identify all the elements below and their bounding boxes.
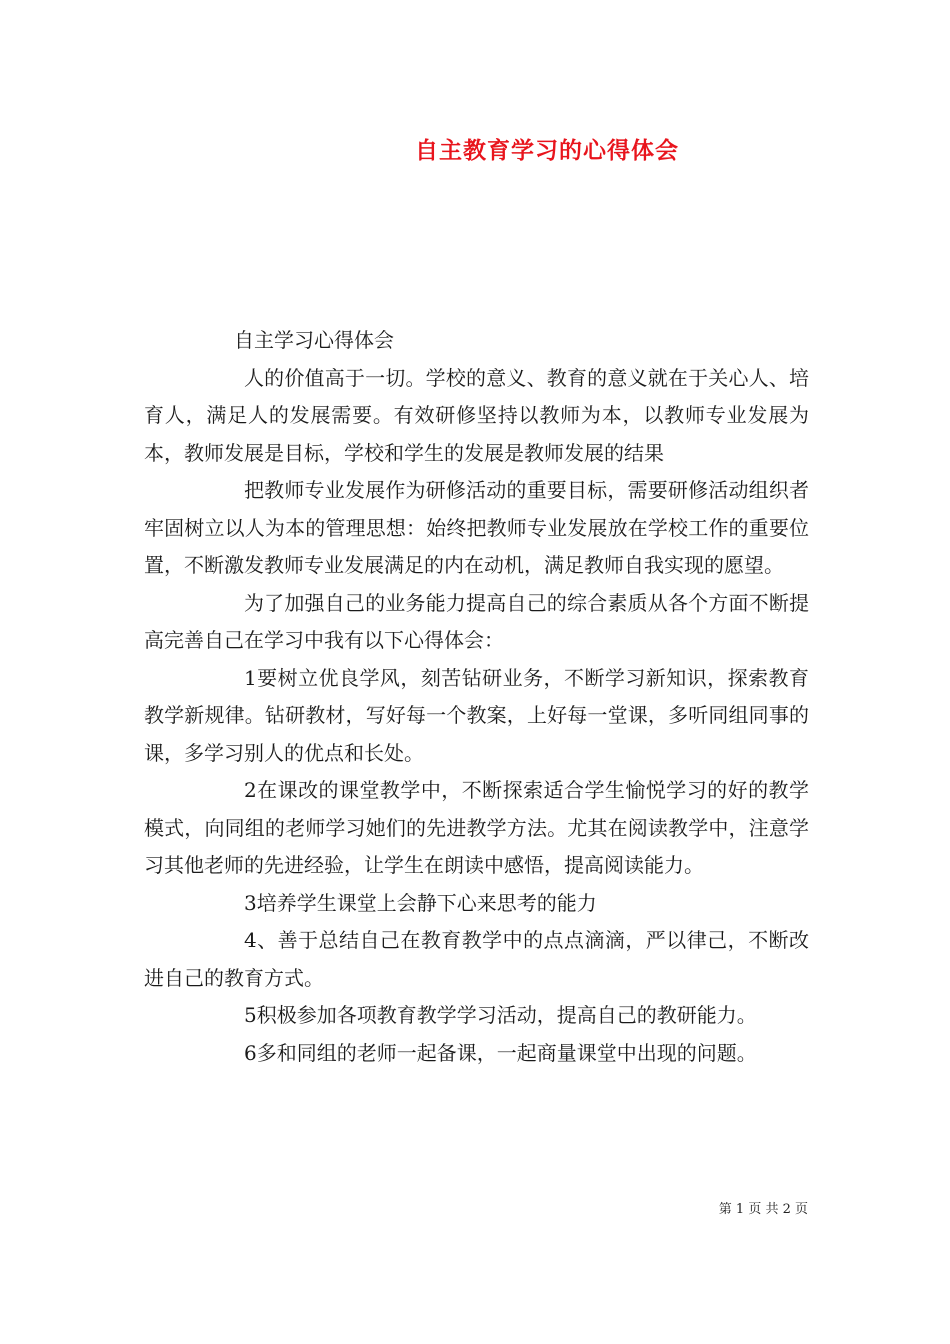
list-item: 6多和同组的老师一起备课，一起商量课堂中出现的问题。 — [244, 1040, 757, 1065]
subheading: 自主学习心得体会 — [234, 328, 394, 352]
list-item: 4、善于总结自己在教育教学中的点点滴滴，严以律己，不断改进自己的教育方式。 — [144, 928, 809, 990]
paragraph: 人的价值高于一切。学校的意义、教育的意义就在于关心人、培育人，满足人的发展需要。有效研修坚持以教师为本，以教师专业发展为本，教师发展是目标，学校和学生的发展是教师发展的结果 — [144, 365, 809, 465]
list-item: 2在课改的课堂教学中，不断探索适合学生愉悦学习的好的教学模式，向同组的老师学习她们的先进教学方法。尤其在阅读教学中，注意学习其他老师的先进经验，让学生在朗读中感悟，提高阅读能力。 — [144, 778, 809, 877]
list-item: 3培养学生课堂上会静下心来思考的能力 — [244, 890, 597, 915]
paragraph: 为了加强自己的业务能力提高自己的综合素质从各个方面不断提高完善自己在学习中我有以下心得体会： — [144, 590, 809, 652]
document-title: 自主教育学习的心得体会 — [415, 137, 679, 164]
document-body — [144, 322, 809, 1072]
list-item: 1要树立优良学风，刻苦钻研业务，不断学习新知识，探索教育教学新规律。钻研教材，写好每一个教案，上好每一堂课，多听同组同事的课，多学习别人的优点和长处。 — [144, 665, 809, 765]
list-item: 5积极参加各项教育教学学习活动，提高自己的教研能力。 — [244, 1003, 757, 1027]
page-number: 第 1 页 共 2 页 — [718, 1202, 808, 1217]
paragraph: 把教师专业发展作为研修活动的重要目标，需要研修活动组织者牢固树立以人为本的管理思想：始终把教师专业发展放在学校工作的重要位置，不断激发教师专业发展满足的内在动机，满足教师自我实现的愿望。 — [144, 478, 809, 577]
